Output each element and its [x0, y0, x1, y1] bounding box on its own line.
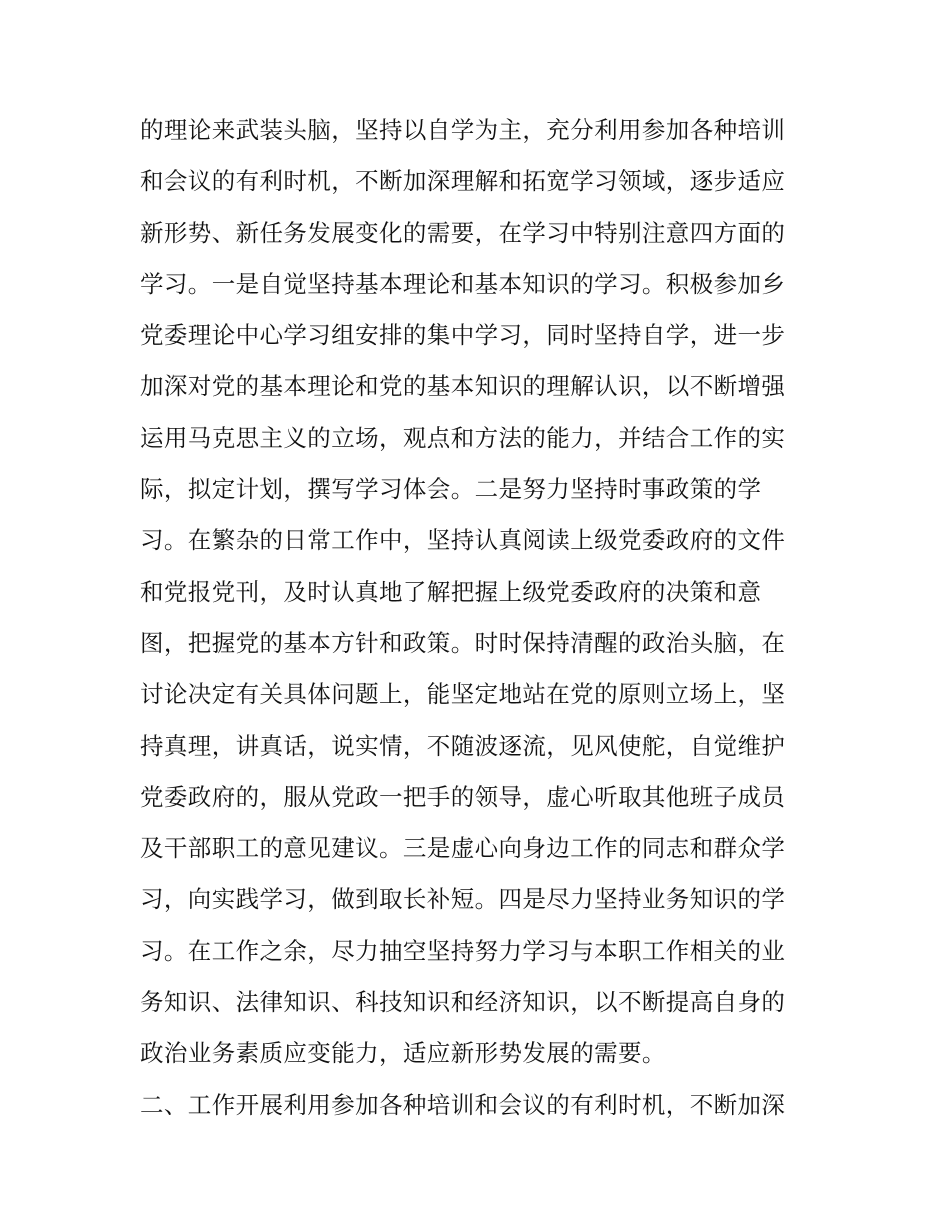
text-line: 和党报党刊，及时认真地了解把握上级党委政府的决策和意 — [140, 577, 762, 606]
text-line: 学习。一是自觉坚持基本理论和基本知识的学习。积极参加乡 — [140, 269, 786, 298]
text-line: 务知识、法律知识、科技知识和经济知识，以不断提高自身的 — [140, 988, 786, 1017]
text-line: 的理论来武装头脑，坚持以自学为主，充分利用参加各种培训 — [140, 116, 786, 144]
text-line: 持真理，讲真话，说实情，不随波逐流，见风使舵，自觉维护 — [140, 731, 786, 760]
text-line: 讨论决定有关具体问题上，能坚定地站在党的原则立场上，坚 — [140, 680, 786, 709]
text-line: 习，向实践学习，做到取长补短。四是尽力坚持业务知识的学 — [140, 885, 786, 914]
text-line: 政治业务素质应变能力，适应新形势发展的需要。 — [140, 1039, 666, 1068]
section-heading-line: 二、工作开展利用参加各种培训和会议的有利时机，不断加深 — [140, 1090, 786, 1119]
text-line: 图，把握党的基本方针和政策。时时保持清醒的政治头脑，在 — [140, 628, 786, 657]
body-text — [140, 105, 820, 1131]
text-line: 加深对党的基本理论和党的基本知识的理解认识，以不断增强 — [140, 372, 786, 401]
text-line: 际，拟定计划，撰写学习体会。二是努力坚持时事政策的学 — [140, 475, 762, 504]
text-line: 习。在繁杂的日常工作中，坚持认真阅读上级党委政府的文件 — [140, 526, 786, 555]
text-line: 习。在工作之余，尽力抽空坚持努力学习与本职工作相关的业 — [140, 936, 786, 965]
text-line: 党委理论中心学习组安排的集中学习，同时坚持自学，进一步 — [140, 321, 786, 350]
text-line: 运用马克思主义的立场，观点和方法的能力，并结合工作的实 — [140, 423, 786, 452]
text-line: 及干部职工的意见建议。三是虚心向身边工作的同志和群众学 — [140, 834, 786, 863]
text-line: 新形势、新任务发展变化的需要，在学习中特别注意四方面的 — [140, 218, 786, 247]
text-line: 和会议的有利时机，不断加深理解和拓宽学习领域，逐步适应 — [140, 167, 786, 196]
text-line: 党委政府的，服从党政一把手的领导，虚心听取其他班子成员 — [140, 782, 786, 811]
